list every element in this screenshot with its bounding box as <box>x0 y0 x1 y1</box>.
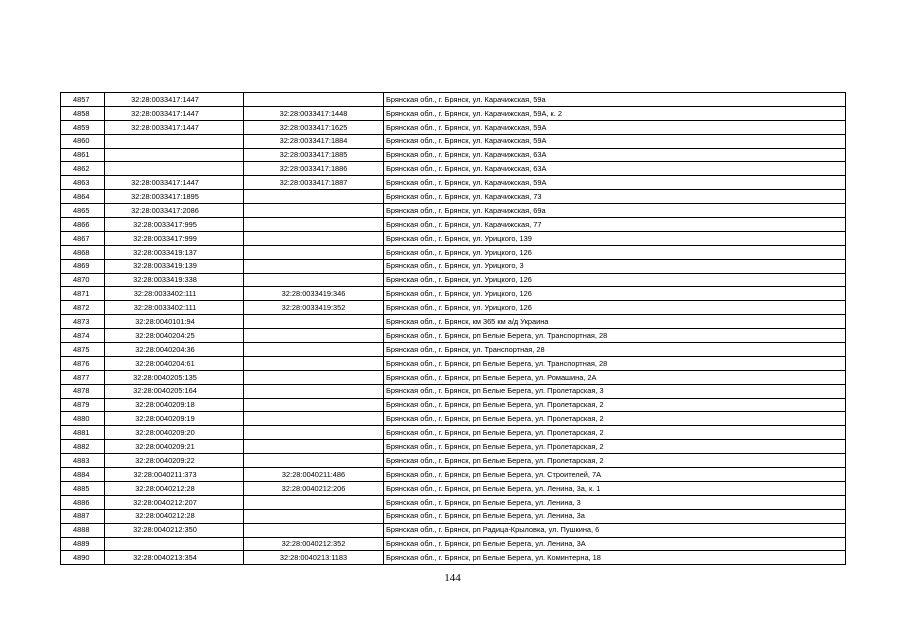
cadastral-number-cell: 32:28:0040209:20 <box>105 426 244 440</box>
cadastral-number-cell: 32:28:0033417:2086 <box>105 204 244 218</box>
row-number-cell: 4878 <box>61 384 105 398</box>
cadastral-number-cell: 32:28:0040209:22 <box>105 454 244 468</box>
related-cadastral-number-cell <box>244 398 384 412</box>
table-row <box>61 176 846 190</box>
cadastral-number-cell: 32:28:0040213:354 <box>105 551 244 565</box>
row-number-cell: 4858 <box>61 106 105 120</box>
table-row <box>61 495 846 509</box>
cadastral-number-cell: 32:28:0040101:94 <box>105 315 244 329</box>
cadastral-number-cell: 32:28:0040204:36 <box>105 343 244 357</box>
address-cell: Брянская обл., г. Брянск, ул. Карачижская, 63А <box>384 148 846 162</box>
address-cell: Брянская обл., г. Брянск, рп Белые Берега, ул. Ленина, 3а, к. 1 <box>384 481 846 495</box>
row-number-cell: 4873 <box>61 315 105 329</box>
row-number-cell: 4865 <box>61 204 105 218</box>
cadastral-number-cell: 32:28:0040209:21 <box>105 440 244 454</box>
related-cadastral-number-cell: 32:28:0033419:346 <box>244 287 384 301</box>
table-row <box>61 440 846 454</box>
address-cell: Брянская обл., г. Брянск, рп Белые Берега, ул. Пролетарская, 2 <box>384 398 846 412</box>
row-number-cell: 4862 <box>61 162 105 176</box>
address-cell: Брянская обл., г. Брянск, ул. Карачижская, 59а <box>384 93 846 107</box>
related-cadastral-number-cell <box>244 384 384 398</box>
row-number-cell: 4882 <box>61 440 105 454</box>
related-cadastral-number-cell <box>244 412 384 426</box>
address-cell: Брянская обл., г. Брянск, рп Белые Берега, ул. Пролетарская, 2 <box>384 412 846 426</box>
related-cadastral-number-cell: 32:28:0040212:352 <box>244 537 384 551</box>
row-number-cell: 4860 <box>61 134 105 148</box>
table-row <box>61 315 846 329</box>
cadastral-number-cell: 32:28:0040212:28 <box>105 481 244 495</box>
row-number-cell: 4879 <box>61 398 105 412</box>
table-row <box>61 148 846 162</box>
table-row <box>61 537 846 551</box>
row-number-cell: 4869 <box>61 259 105 273</box>
row-number-cell: 4883 <box>61 454 105 468</box>
related-cadastral-number-cell <box>244 273 384 287</box>
cadastral-number-cell: 32:28:0033417:1447 <box>105 106 244 120</box>
related-cadastral-number-cell: 32:28:0033417:1887 <box>244 176 384 190</box>
address-cell: Брянская обл., г. Брянск, рп Белые Берега, ул. Пролетарская, 2 <box>384 454 846 468</box>
table-row <box>61 287 846 301</box>
row-number-cell: 4868 <box>61 245 105 259</box>
table-row <box>61 93 846 107</box>
address-cell: Брянская обл., г. Брянск, ул. Карачижская, 73 <box>384 190 846 204</box>
related-cadastral-number-cell <box>244 190 384 204</box>
related-cadastral-number-cell <box>244 231 384 245</box>
table-row <box>61 259 846 273</box>
related-cadastral-number-cell: 32:28:0033417:1886 <box>244 162 384 176</box>
cadastral-number-cell: 32:28:0033419:137 <box>105 245 244 259</box>
table-row <box>61 454 846 468</box>
table-row <box>61 106 846 120</box>
table-row <box>61 509 846 523</box>
table-row <box>61 329 846 343</box>
page-number: 144 <box>444 572 461 584</box>
related-cadastral-number-cell <box>244 93 384 107</box>
cadastral-number-cell <box>105 162 244 176</box>
table-row <box>61 231 846 245</box>
cadastral-number-cell: 32:28:0033417:999 <box>105 231 244 245</box>
cadastral-number-cell: 32:28:0040205:164 <box>105 384 244 398</box>
address-cell: Брянская обл., г. Брянск, ул. Карачижская, 59А <box>384 120 846 134</box>
address-cell: Брянская обл., г. Брянск, ул. Урицкого, 126 <box>384 301 846 315</box>
address-cell: Брянская обл., г. Брянск, рп Белые Берега, ул. Ленина, 3 <box>384 495 846 509</box>
row-number-cell: 4874 <box>61 329 105 343</box>
address-cell: Брянская обл., г. Брянск, рп Белые Берега, ул. Ромашина, 2А <box>384 370 846 384</box>
row-number-cell: 4866 <box>61 218 105 232</box>
address-cell: Брянская обл., г. Брянск, рп Белые Берега, ул. Пролетарская, 2 <box>384 440 846 454</box>
cadastral-number-cell: 32:28:0040212:207 <box>105 495 244 509</box>
address-cell: Брянская обл., г. Брянск, ул. Транспортная, 28 <box>384 343 846 357</box>
cadastral-number-cell: 32:28:0040204:61 <box>105 356 244 370</box>
row-number-cell: 4888 <box>61 523 105 537</box>
address-cell: Брянская обл., г. Брянск, рп Радица-Крыловка, ул. Пушкина, 6 <box>384 523 846 537</box>
row-number-cell: 4863 <box>61 176 105 190</box>
table-row <box>61 384 846 398</box>
address-cell: Брянская обл., г. Брянск, ул. Карачижская, 77 <box>384 218 846 232</box>
table-row <box>61 120 846 134</box>
related-cadastral-number-cell <box>244 356 384 370</box>
cadastral-number-cell: 32:28:0033417:1447 <box>105 93 244 107</box>
table-row <box>61 134 846 148</box>
related-cadastral-number-cell <box>244 454 384 468</box>
table-row <box>61 218 846 232</box>
cadastral-number-cell <box>105 148 244 162</box>
cadastral-number-cell: 32:28:0033417:1447 <box>105 120 244 134</box>
address-cell: Брянская обл., г. Брянск, ул. Карачижская, 59А <box>384 134 846 148</box>
table-row <box>61 204 846 218</box>
row-number-cell: 4885 <box>61 481 105 495</box>
cadastral-number-cell: 32:28:0040205:135 <box>105 370 244 384</box>
related-cadastral-number-cell <box>244 218 384 232</box>
related-cadastral-number-cell: 32:28:0033417:1625 <box>244 120 384 134</box>
cadastral-number-cell: 32:28:0040204:25 <box>105 329 244 343</box>
table-row <box>61 245 846 259</box>
registry-table-body <box>61 93 846 565</box>
table-row <box>61 356 846 370</box>
related-cadastral-number-cell <box>244 343 384 357</box>
row-number-cell: 4857 <box>61 93 105 107</box>
cadastral-number-cell: 32:28:0033402:111 <box>105 287 244 301</box>
row-number-cell: 4859 <box>61 120 105 134</box>
row-number-cell: 4867 <box>61 231 105 245</box>
address-cell: Брянская обл., г. Брянск, ул. Карачижская, 63А <box>384 162 846 176</box>
row-number-cell: 4870 <box>61 273 105 287</box>
table-row <box>61 273 846 287</box>
cadastral-number-cell <box>105 537 244 551</box>
related-cadastral-number-cell: 32:28:0040212:206 <box>244 481 384 495</box>
related-cadastral-number-cell <box>244 259 384 273</box>
cadastral-number-cell <box>105 134 244 148</box>
row-number-cell: 4890 <box>61 551 105 565</box>
cadastral-number-cell: 32:28:0033419:338 <box>105 273 244 287</box>
address-cell: Брянская обл., г. Брянск, рп Белые Берега, ул. Пролетарская, 3 <box>384 384 846 398</box>
related-cadastral-number-cell <box>244 370 384 384</box>
cadastral-number-cell: 32:28:0033417:1447 <box>105 176 244 190</box>
address-cell: Брянская обл., г. Брянск, рп Белые Берега, ул. Ленина, 3А <box>384 537 846 551</box>
address-cell: Брянская обл., г. Брянск, рп Белые Берега, ул. Ленина, 3а <box>384 509 846 523</box>
related-cadastral-number-cell: 32:28:0040213:1183 <box>244 551 384 565</box>
related-cadastral-number-cell <box>244 440 384 454</box>
cadastral-number-cell: 32:28:0040212:350 <box>105 523 244 537</box>
table-row <box>61 301 846 315</box>
related-cadastral-number-cell <box>244 426 384 440</box>
row-number-cell: 4872 <box>61 301 105 315</box>
table-row <box>61 481 846 495</box>
cadastral-number-cell: 32:28:0040209:19 <box>105 412 244 426</box>
table-row <box>61 343 846 357</box>
table-row <box>61 523 846 537</box>
row-number-cell: 4876 <box>61 356 105 370</box>
related-cadastral-number-cell: 32:28:0040211:486 <box>244 468 384 482</box>
address-cell: Брянская обл., г. Брянск, ул. Урицкого, 126 <box>384 245 846 259</box>
table-row <box>61 162 846 176</box>
table-row <box>61 398 846 412</box>
address-cell: Брянская обл., г. Брянск, рп Белые Берега, ул. Транспортная, 28 <box>384 329 846 343</box>
table-row <box>61 370 846 384</box>
address-cell: Брянская обл., г. Брянск, ул. Урицкого, 3 <box>384 259 846 273</box>
address-cell: Брянская обл., г. Брянск, рп Белые Берега, ул. Строителей, 7А <box>384 468 846 482</box>
related-cadastral-number-cell: 32:28:0033417:1884 <box>244 134 384 148</box>
cadastral-number-cell: 32:28:0033419:139 <box>105 259 244 273</box>
row-number-cell: 4877 <box>61 370 105 384</box>
row-number-cell: 4864 <box>61 190 105 204</box>
address-cell: Брянская обл., г. Брянск, рп Белые Берега, ул. Коминтерна, 18 <box>384 551 846 565</box>
related-cadastral-number-cell <box>244 523 384 537</box>
address-cell: Брянская обл., г. Брянск, ул. Карачижская, 69а <box>384 204 846 218</box>
row-number-cell: 4881 <box>61 426 105 440</box>
related-cadastral-number-cell <box>244 245 384 259</box>
row-number-cell: 4861 <box>61 148 105 162</box>
row-number-cell: 4889 <box>61 537 105 551</box>
cadastral-number-cell: 32:28:0033417:1895 <box>105 190 244 204</box>
row-number-cell: 4871 <box>61 287 105 301</box>
cadastral-number-cell: 32:28:0040209:18 <box>105 398 244 412</box>
address-cell: Брянская обл., г. Брянск, рп Белые Берега, ул. Пролетарская, 2 <box>384 426 846 440</box>
related-cadastral-number-cell <box>244 315 384 329</box>
address-cell: Брянская обл., г. Брянск, рп Белые Берега, ул. Транспортная, 28 <box>384 356 846 370</box>
table-row <box>61 468 846 482</box>
cadastral-number-cell: 32:28:0040211:373 <box>105 468 244 482</box>
cadastral-number-cell: 32:28:0033417:995 <box>105 218 244 232</box>
address-cell: Брянская обл., г. Брянск, ул. Карачижская, 59А <box>384 176 846 190</box>
related-cadastral-number-cell <box>244 509 384 523</box>
row-number-cell: 4884 <box>61 468 105 482</box>
address-cell: Брянская обл., г. Брянск, ул. Урицкого, 126 <box>384 287 846 301</box>
row-number-cell: 4886 <box>61 495 105 509</box>
address-cell: Брянская обл., г. Брянск, ул. Урицкого, 139 <box>384 231 846 245</box>
address-cell: Брянская обл., г. Брянск, км 365 км а/д Украина <box>384 315 846 329</box>
address-cell: Брянская обл., г. Брянск, ул. Карачижская, 59А, к. 2 <box>384 106 846 120</box>
registry-table <box>60 92 846 565</box>
row-number-cell: 4875 <box>61 343 105 357</box>
cadastral-number-cell: 32:28:0033402:111 <box>105 301 244 315</box>
row-number-cell: 4887 <box>61 509 105 523</box>
related-cadastral-number-cell <box>244 329 384 343</box>
related-cadastral-number-cell <box>244 204 384 218</box>
related-cadastral-number-cell <box>244 495 384 509</box>
related-cadastral-number-cell: 32:28:0033419:352 <box>244 301 384 315</box>
row-number-cell: 4880 <box>61 412 105 426</box>
table-row <box>61 412 846 426</box>
table-row <box>61 551 846 565</box>
cadastral-number-cell: 32:28:0040212:28 <box>105 509 244 523</box>
table-row <box>61 190 846 204</box>
related-cadastral-number-cell: 32:28:0033417:1448 <box>244 106 384 120</box>
address-cell: Брянская обл., г. Брянск, ул. Урицкого, 126 <box>384 273 846 287</box>
table-row <box>61 426 846 440</box>
related-cadastral-number-cell: 32:28:0033417:1885 <box>244 148 384 162</box>
